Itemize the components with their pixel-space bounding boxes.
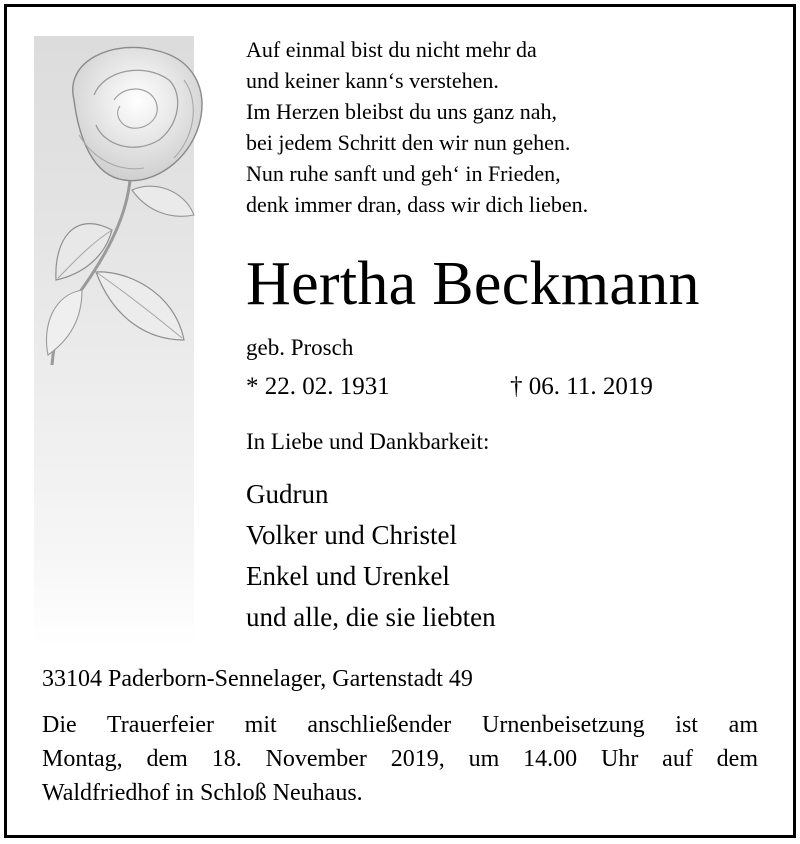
ceremony-line: Montag, dem 18. November 2019, um 14.00 Uhr auf dem (42, 746, 758, 772)
deceased-name: Hertha Beckmann (246, 250, 700, 318)
poem-line: und keiner kann‘s verstehen. (246, 68, 499, 93)
mourner-name: Gudrun (246, 479, 329, 509)
ceremony-line: Waldfriedhof in Schloß Neuhaus. (42, 780, 363, 806)
ceremony-notice (42, 708, 758, 810)
poem-line: bei jedem Schritt den wir nun gehen. (246, 130, 571, 155)
poem-line: Im Herzen bleibst du uns ganz nah, (246, 99, 557, 124)
address: 33104 Paderborn-Sennelager, Gartenstadt 49 (42, 666, 473, 692)
maiden-name: geb. Prosch (246, 335, 354, 360)
poem-line: Auf einmal bist du nicht mehr da (246, 37, 537, 62)
mourners-list (246, 474, 496, 638)
ceremony-line: Die Trauerfeier mit anschließender Urnenbeisetzung ist am (42, 712, 758, 738)
poem-line: denk immer dran, dass wir dich lieben. (246, 192, 589, 217)
poem-line: Nun ruhe sanft und geh‘ in Frieden, (246, 161, 561, 186)
rose-icon (34, 40, 224, 370)
death-date: † 06. 11. 2019 (510, 373, 653, 400)
birth-date: * 22. 02. 1931 (246, 373, 390, 400)
mourner-name: Volker und Christel (246, 520, 457, 550)
mourners-intro: In Liebe und Dankbarkeit: (246, 429, 490, 454)
mourner-name: und alle, die sie liebten (246, 602, 496, 632)
mourner-name: Enkel und Urenkel (246, 561, 450, 591)
memorial-poem (246, 34, 588, 220)
